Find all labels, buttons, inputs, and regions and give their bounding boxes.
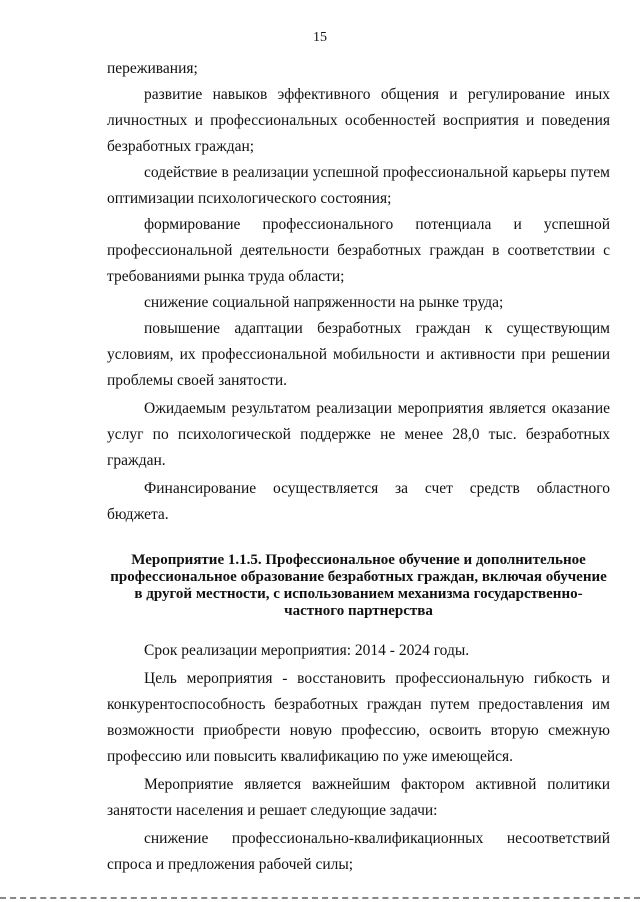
page-number: 15 (313, 30, 327, 45)
section-heading: Мероприятие 1.1.5. Профессиональное обучение и дополнительное профессиональное образование безработных граждан, включая обучение в другой местности, с использованием механизма государственно-частного партнерства (110, 552, 607, 619)
paragraph: Мероприятие является важнейшим фактором активной политики занятости населения и решает следующие задачи: (107, 776, 610, 819)
paragraph: Цель мероприятия - восстановить профессиональную гибкость и конкурентоспособность безработных граждан путем предоставления им возможности приобрести новую профессию, освоить вторую смежную профессию или повысить квалификацию по уже имеющейся. (107, 670, 610, 765)
page-bottom-rule (0, 897, 640, 899)
document-body (107, 56, 610, 878)
paragraph: Ожидаемым результатом реализации мероприятия является оказание услуг по психологической поддержке не менее 28,0 тыс. безработных граждан. (107, 400, 610, 469)
paragraph: Срок реализации мероприятия: 2014 - 2024 годы. (144, 642, 470, 659)
paragraph: снижение социальной напряженности на рынке труда; (144, 294, 504, 311)
paragraph: снижение профессионально-квалификационных несоответствий спроса и предложения рабочей силы; (107, 830, 610, 873)
paragraph: переживания; (107, 60, 198, 77)
paragraph: повышение адаптации безработных граждан к существующим условиям, их профессиональной мобильности и активности при решении проблемы своей занятости. (107, 320, 610, 389)
paragraph: развитие навыков эффективного общения и регулирование иных личностных и профессиональных особенностей восприятия и поведения безработных граждан; (107, 86, 610, 155)
paragraph: Финансирование осуществляется за счет средств областного бюджета. (107, 480, 610, 523)
paragraph: формирование профессионального потенциала и успешной профессиональной деятельности безработных граждан в соответствии с требованиями рынка труда области; (107, 216, 610, 285)
paragraph: содействие в реализации успешной профессиональной карьеры путем оптимизации психологического состояния; (107, 164, 610, 207)
